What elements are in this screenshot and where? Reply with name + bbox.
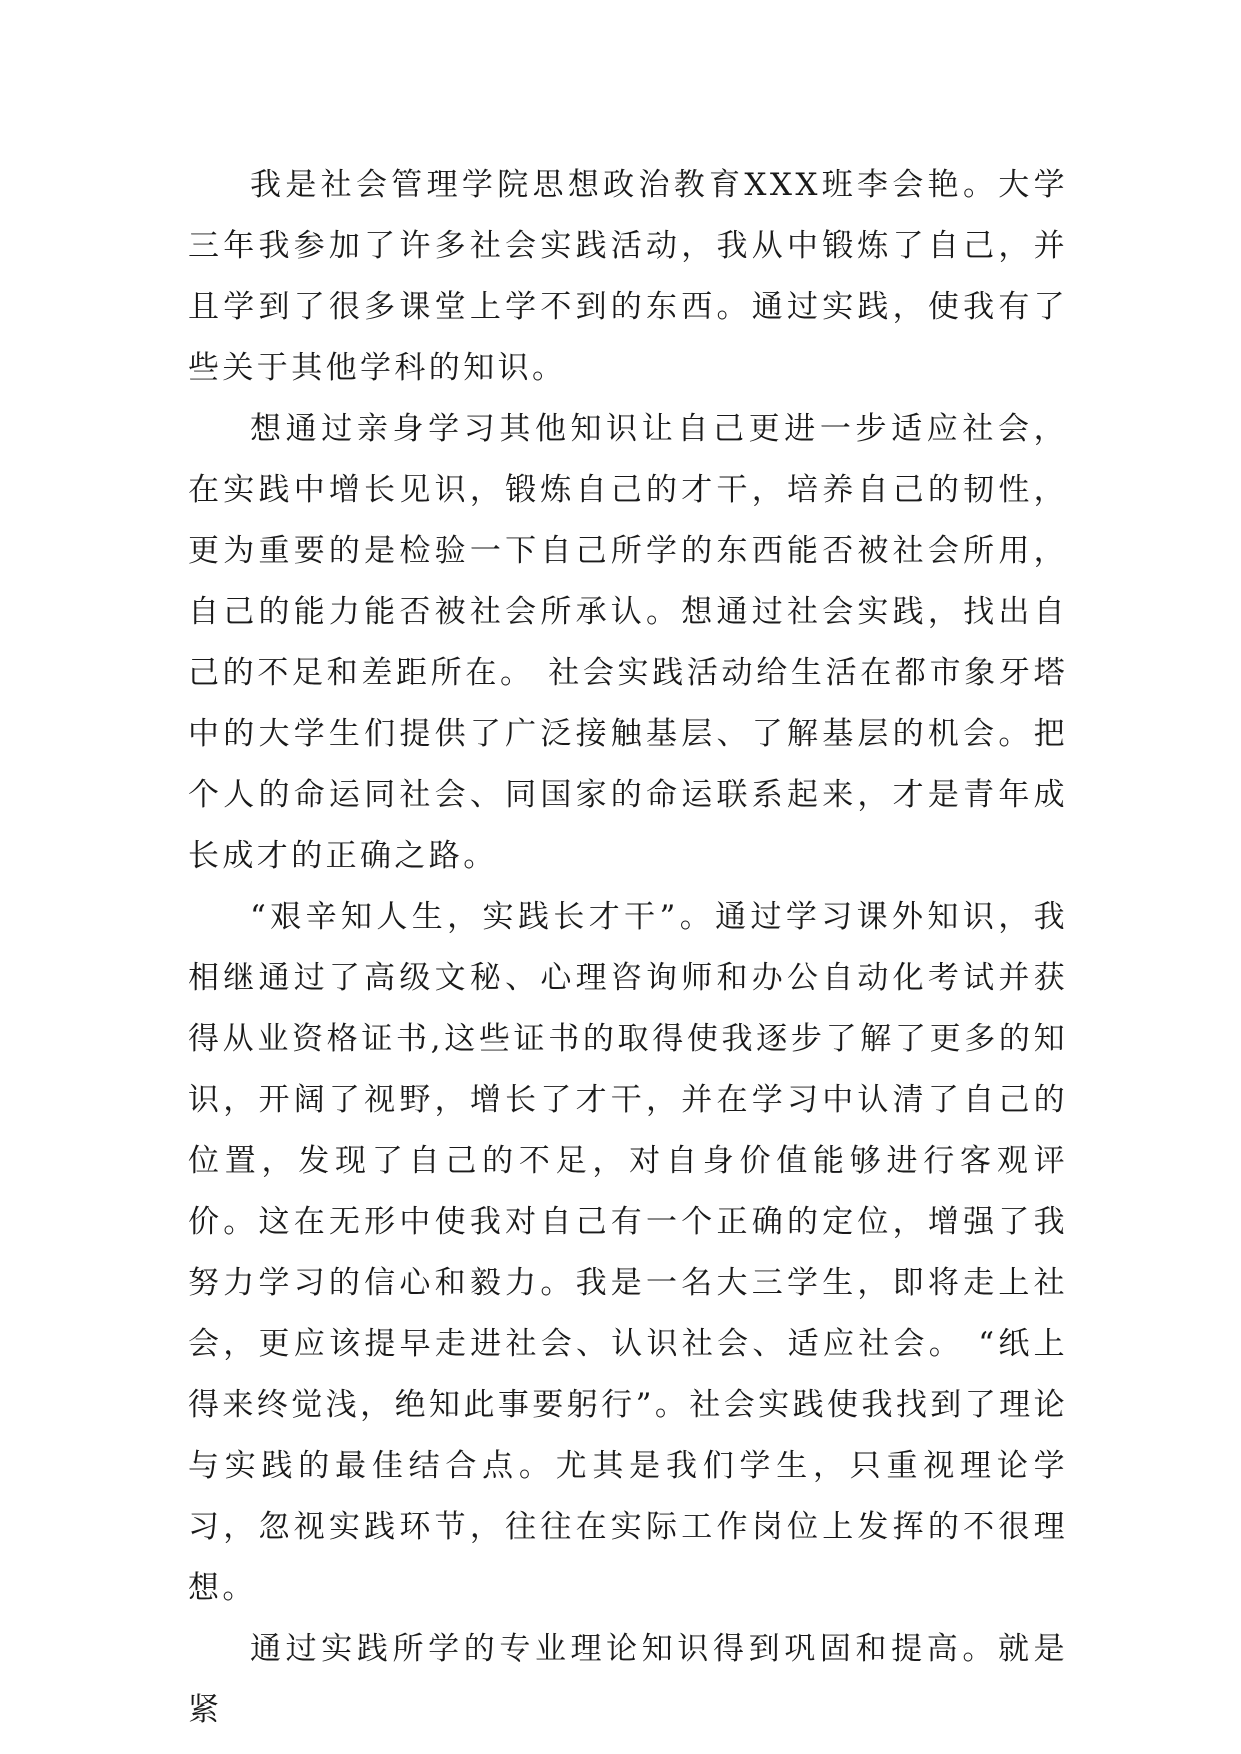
paragraph-4: 通过实践所学的专业理论知识得到巩固和提高。就是紧 — [188, 1631, 1068, 1728]
paragraph-2: 想通过亲身学习其他知识让自己更进一步适应社会，在实践中增长见识，锻炼自己的才干，培养自己的韧性，更为重要的是检验一下自己所学的东西能否被社会所用，自己的能力能否被社会所承认。想通过社会实践，找出自己的不足和差距所在。 社会实践活动给生活在都市象牙塔中的大学生们提供了广泛接触基层、了解基层的机会。把个人的命运同社会、同国家的命运联系起来，才是青年成长成才的正确之路。 — [188, 411, 1068, 874]
paragraph-1: 我是社会管理学院思想政治教育XXX班李会艳。大学三年我参加了许多社会实践活动，我从中锻炼了自己，并且学到了很多课堂上学不到的东西。通过实践，使我有了些关于其他学科的知识。 — [188, 167, 1068, 386]
document-body — [188, 155, 1068, 1741]
paragraph-3: “艰辛知人生，实践长才干”。通过学习课外知识，我相继通过了高级文秘、心理咨询师和办公自动化考试并获得从业资格证书,这些证书的取得使我逐步了解了更多的知识，开阔了视野，增长了才干，并在学习中认清了自己的位置，发现了自己的不足，对自身价值能够进行客观评价。这在无形中使我对自己有一个正确的定位，增强了我努力学习的信心和毅力。我是一名大三学生，即将走上社会，更应该提早走进社会、认识社会、适应社会。 “纸上得来终觉浅，绝知此事要躬行”。社会实践使我找到了理论与实践的最佳结合点。尤其是我们学生，只重视理论学习，忽视实践环节，往往在实际工作岗位上发挥的不很理想。 — [188, 899, 1068, 1606]
